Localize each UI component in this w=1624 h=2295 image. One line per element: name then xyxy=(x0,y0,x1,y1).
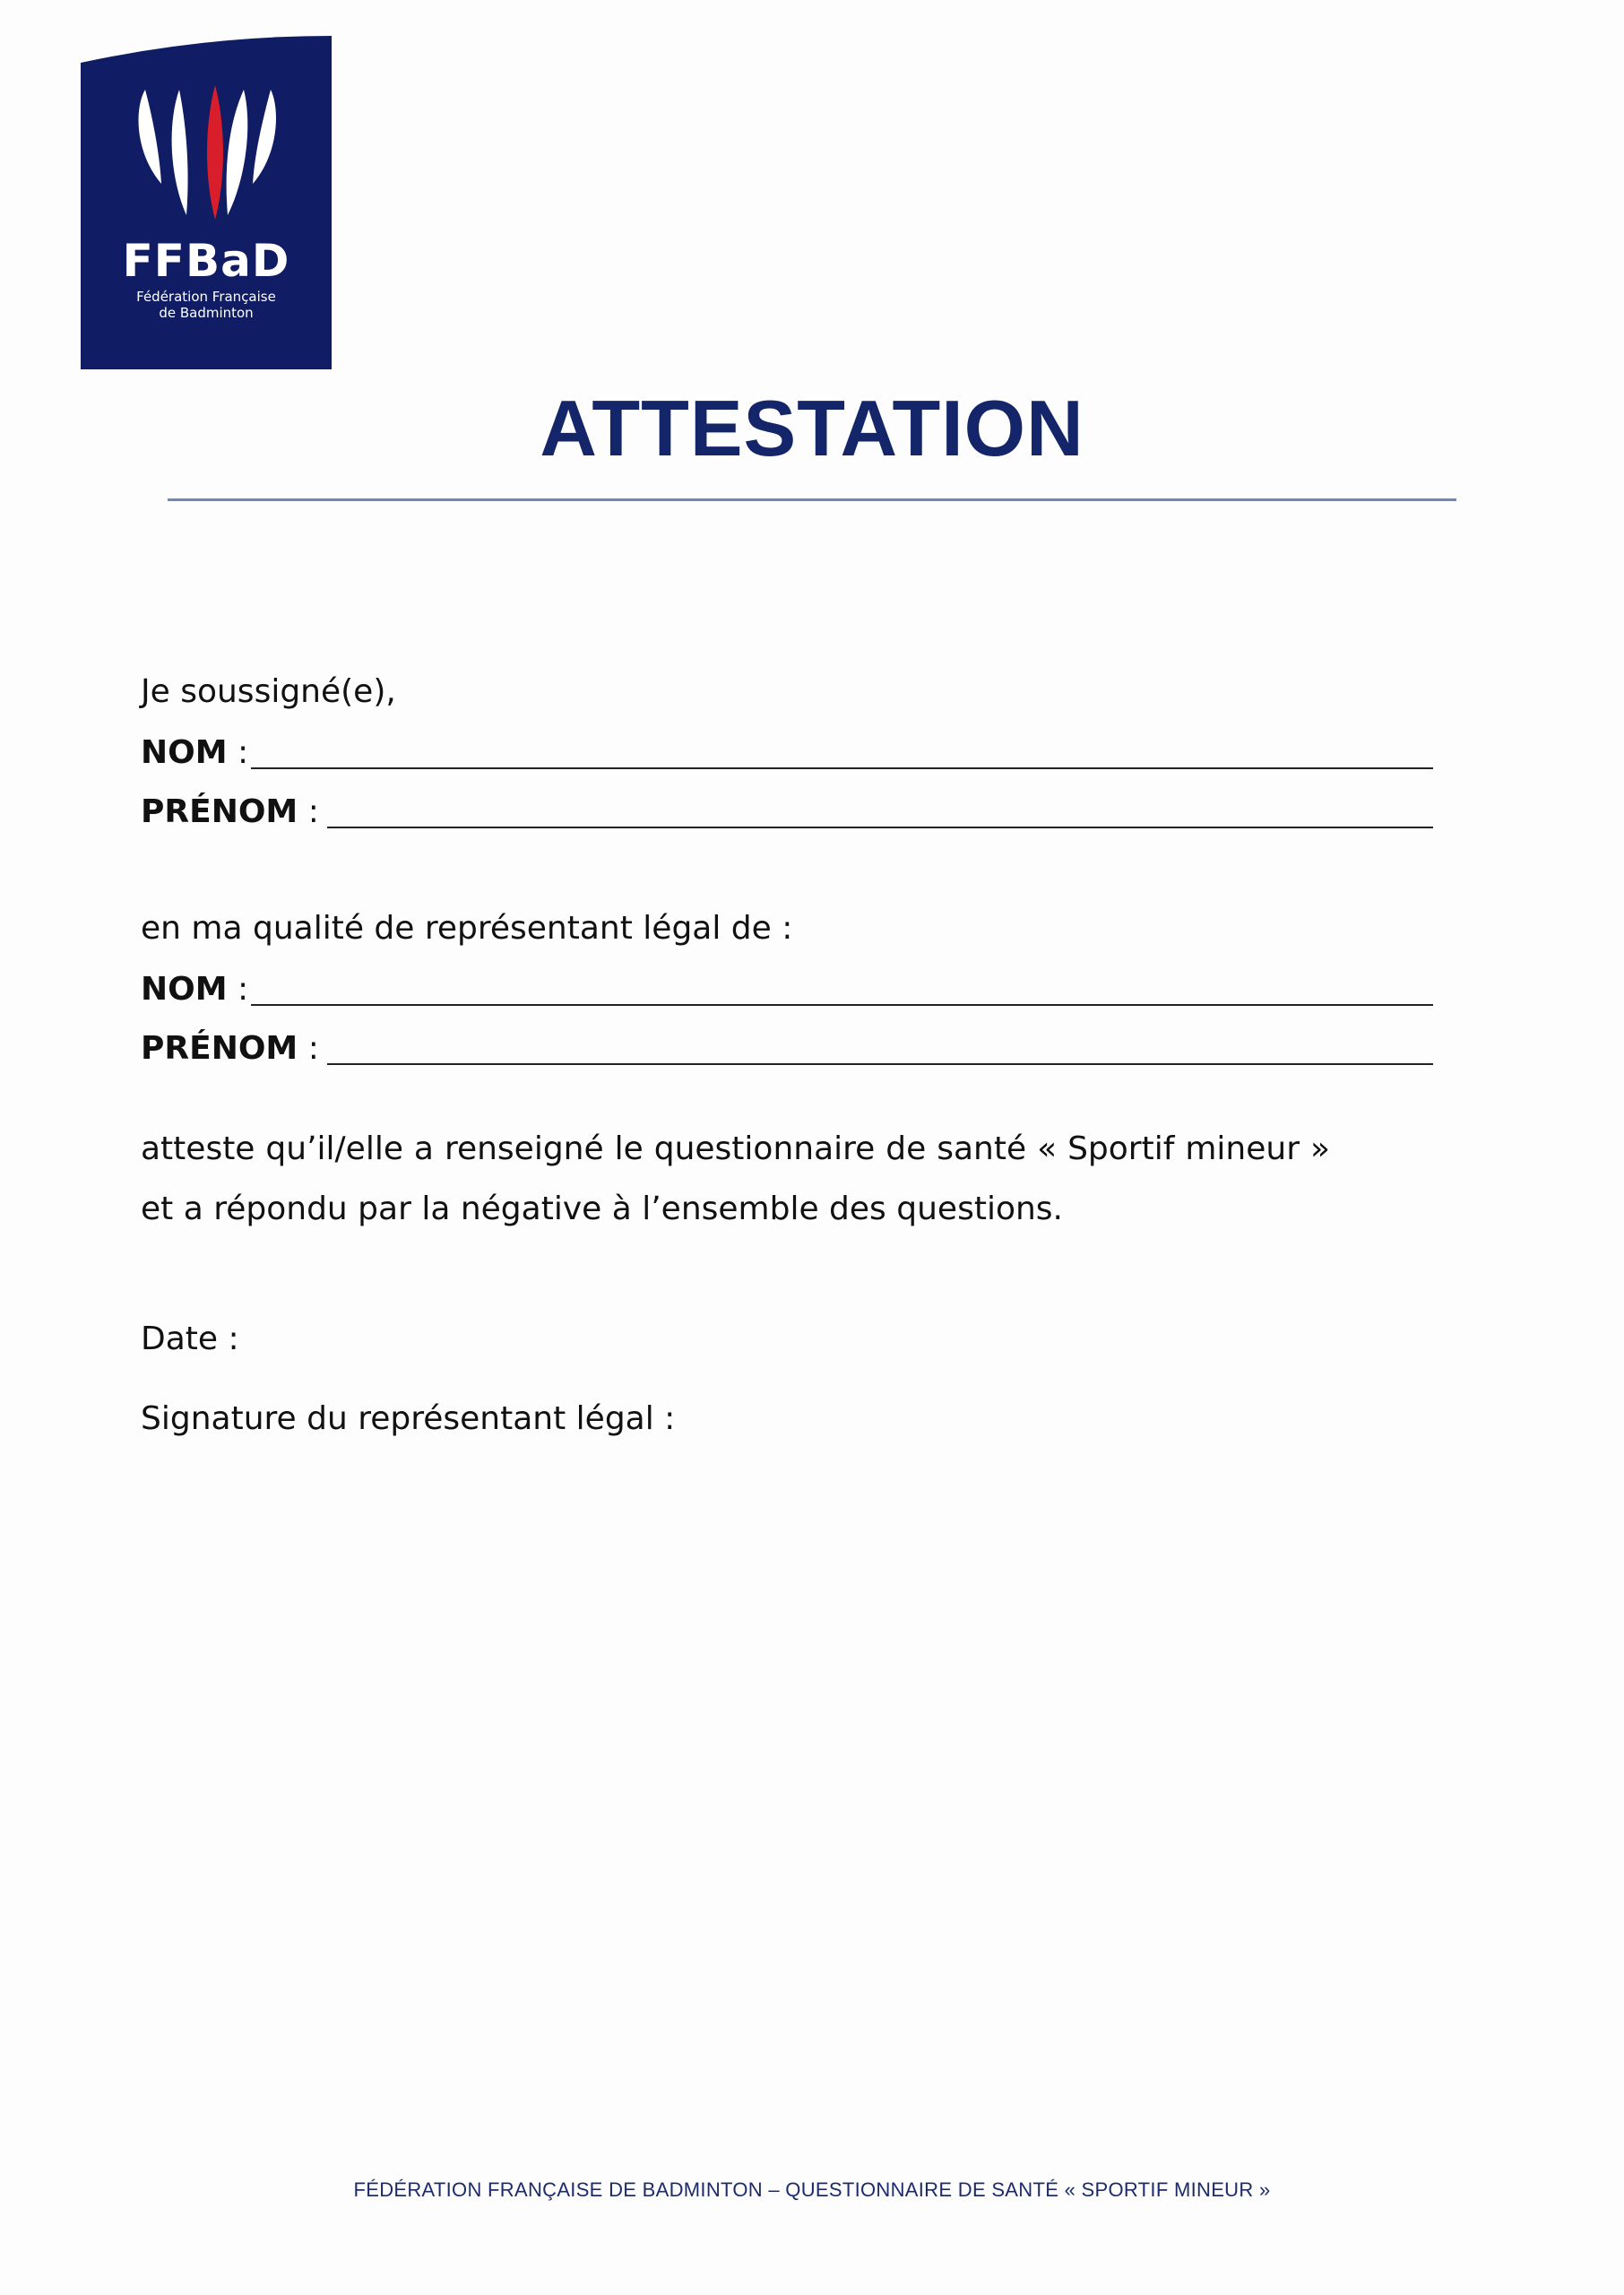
signatory-prenom-row xyxy=(141,792,1433,832)
signatory-prenom-label: PRÉNOM xyxy=(141,793,298,830)
quality-text: en ma qualité de représentant légal de : xyxy=(141,910,793,947)
page-footer: FÉDÉRATION FRANÇAISE DE BADMINTON – QUESTIONNAIRE DE SANTÉ « SPORTIF MINEUR » xyxy=(353,2178,1271,2201)
logo-wordmark: FFBaD xyxy=(122,235,290,287)
minor-prenom-colon: : xyxy=(307,1030,319,1067)
signatory-nom-field[interactable] xyxy=(251,767,1433,769)
minor-prenom-field[interactable] xyxy=(327,1063,1433,1065)
signatory-prenom-colon: : xyxy=(307,793,319,830)
minor-nom-label: NOM xyxy=(141,971,228,1008)
signatory-nom-colon: : xyxy=(238,734,249,771)
statement-text: atteste qu’il/elle a renseigné le questionnaire de santé « Sportif mineur » et a répondu par la négative à l’ensemble des questions. xyxy=(141,1130,1330,1227)
minor-prenom-row xyxy=(141,1029,1433,1069)
minor-nom-colon: : xyxy=(238,971,249,1008)
title-divider xyxy=(168,498,1456,501)
signatory-prenom-field[interactable] xyxy=(327,827,1433,828)
signatory-nom-label: NOM xyxy=(141,734,228,771)
logo-subtitle-line1: Fédération Française xyxy=(136,289,276,305)
signatory-nom-row xyxy=(141,733,1433,773)
minor-nom-field[interactable] xyxy=(251,1004,1433,1006)
logo-subtitle xyxy=(81,289,332,321)
minor-prenom-label: PRÉNOM xyxy=(141,1030,298,1067)
logo-subtitle-line2: de Badminton xyxy=(159,305,254,321)
page-title: ATTESTATION xyxy=(540,384,1084,472)
intro-text: Je soussigné(e), xyxy=(141,673,396,710)
date-label: Date : xyxy=(141,1321,239,1357)
signature-label: Signature du représentant légal : xyxy=(141,1400,676,1437)
ffbad-logo xyxy=(81,36,332,369)
minor-nom-row xyxy=(141,970,1433,1009)
